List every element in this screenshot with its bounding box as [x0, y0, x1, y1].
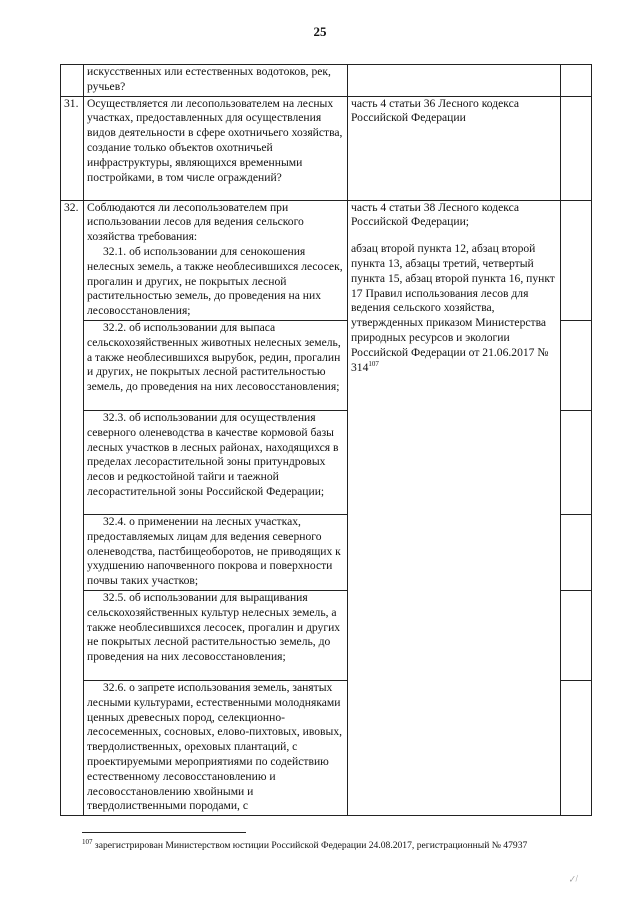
subitem-cell: 32.3. об использовании для осуществления северного оленеводства в качестве кормовой базы лесных участков в лесных районах, находящихся в пределах лесорастительной зоны притундровых лесов и редкостойной тайги и таежной лесорастительной зоны Российской Федерации;	[84, 410, 348, 514]
table-row	[61, 65, 592, 97]
footnote-mark: 107	[82, 837, 93, 846]
legal-reference	[351, 242, 558, 375]
handwritten-mark: ✓/	[566, 873, 579, 885]
row-number	[61, 65, 84, 97]
subitem-cell: 32.5. об использовании для выращивания сельскохозяйственных культур нелесных земель, а также необлесившихся лесосек, прогалин и других не покрытых лесной растительностью земель, до проведения на них лесовосстановления;	[84, 590, 348, 680]
row-number: 32.	[61, 200, 84, 816]
mark-cell	[561, 65, 592, 97]
mark-cell	[561, 200, 592, 320]
question-cell	[84, 200, 348, 320]
legal-reference: часть 4 статьи 36 Лесного кодекса Российской Федерации	[351, 96, 520, 125]
mark-cell	[561, 96, 592, 200]
footnote-separator	[82, 832, 246, 833]
subitem-text: 32.1. об использовании для сенокошения нелесных земель, а также необлесившихся лесосек, прогалин и других, не покрытых лесной растительностью земель, до проведения на них лесовосстановления;	[87, 244, 343, 318]
question-cell: искусственных или естественных водотоков, рек, ручьев?	[84, 65, 348, 97]
table-row	[61, 96, 592, 200]
table-row	[61, 200, 592, 320]
legal-reference: часть 4 статьи 38 Лесного кодекса Российской Федерации;	[351, 200, 520, 229]
reference-cell	[348, 200, 561, 816]
footnote-mark: 107	[368, 359, 379, 368]
mark-cell	[561, 680, 592, 815]
footnote	[82, 837, 612, 852]
row-number: 31.	[61, 96, 84, 200]
subitem-cell: 32.2. об использовании для выпаса сельскохозяйственных животных нелесных земель, а также необлесившихся вырубок, редин, прогалин и других, не покрытых лесной растительностью земель, до проведения на них лесовосстановления;	[84, 320, 348, 410]
question-text: Соблюдаются ли лесопользователем при использовании лесов для ведения сельского хозяйства требования:	[87, 200, 304, 244]
mark-cell	[561, 514, 592, 590]
page-number: 25	[313, 24, 327, 39]
mark-cell	[561, 320, 592, 410]
legal-reference-text: абзац второй пункта 12, абзац второй пункта 13, абзацы третий, четвертый пункта 15, абзац второй пункта 16, пункт 17 Правил использования лесов для ведения сельского хозяйства, утвержденных приказом Министерства природных ресурсов и экологии Российской Федерации от 21.06.2017 № 314	[351, 242, 555, 374]
checklist-table	[60, 64, 592, 816]
footnote-text: зарегистрирован Министерством юстиции Российской Федерации 24.08.2017, регистрационный № 47937	[92, 840, 528, 851]
reference-cell	[348, 65, 561, 97]
mark-cell	[561, 410, 592, 514]
question-cell: Осуществляется ли лесопользователем на лесных участках, предоставленных для осуществления видов деятельности в сфере охотничьего хозяйства, создание только объектов охотничьей инфраструктуры, являющихся временными постройками, в том числе ограждений?	[84, 96, 348, 200]
subitem-cell: 32.6. о запрете использования земель, занятых лесными культурами, естественными молодняками ценных древесных пород, селекционно-лесосеменных, сосновых, елово-пихтовых, ивовых, твердолиственных, ореховых плантаций, с проектируемыми мероприятиями по содействию естественному лесовосстановлению и лесовосстановлению хвойными и твердолиственными породами, с	[84, 680, 348, 815]
subitem-cell: 32.4. о применении на лесных участках, предоставляемых лицам для ведения северного оленеводства, пастбищеоборотов, не приводящих к ухудшению напочвенного покрова и поверхности почвы таких участков;	[84, 514, 348, 590]
reference-cell	[348, 96, 561, 200]
mark-cell	[561, 590, 592, 680]
